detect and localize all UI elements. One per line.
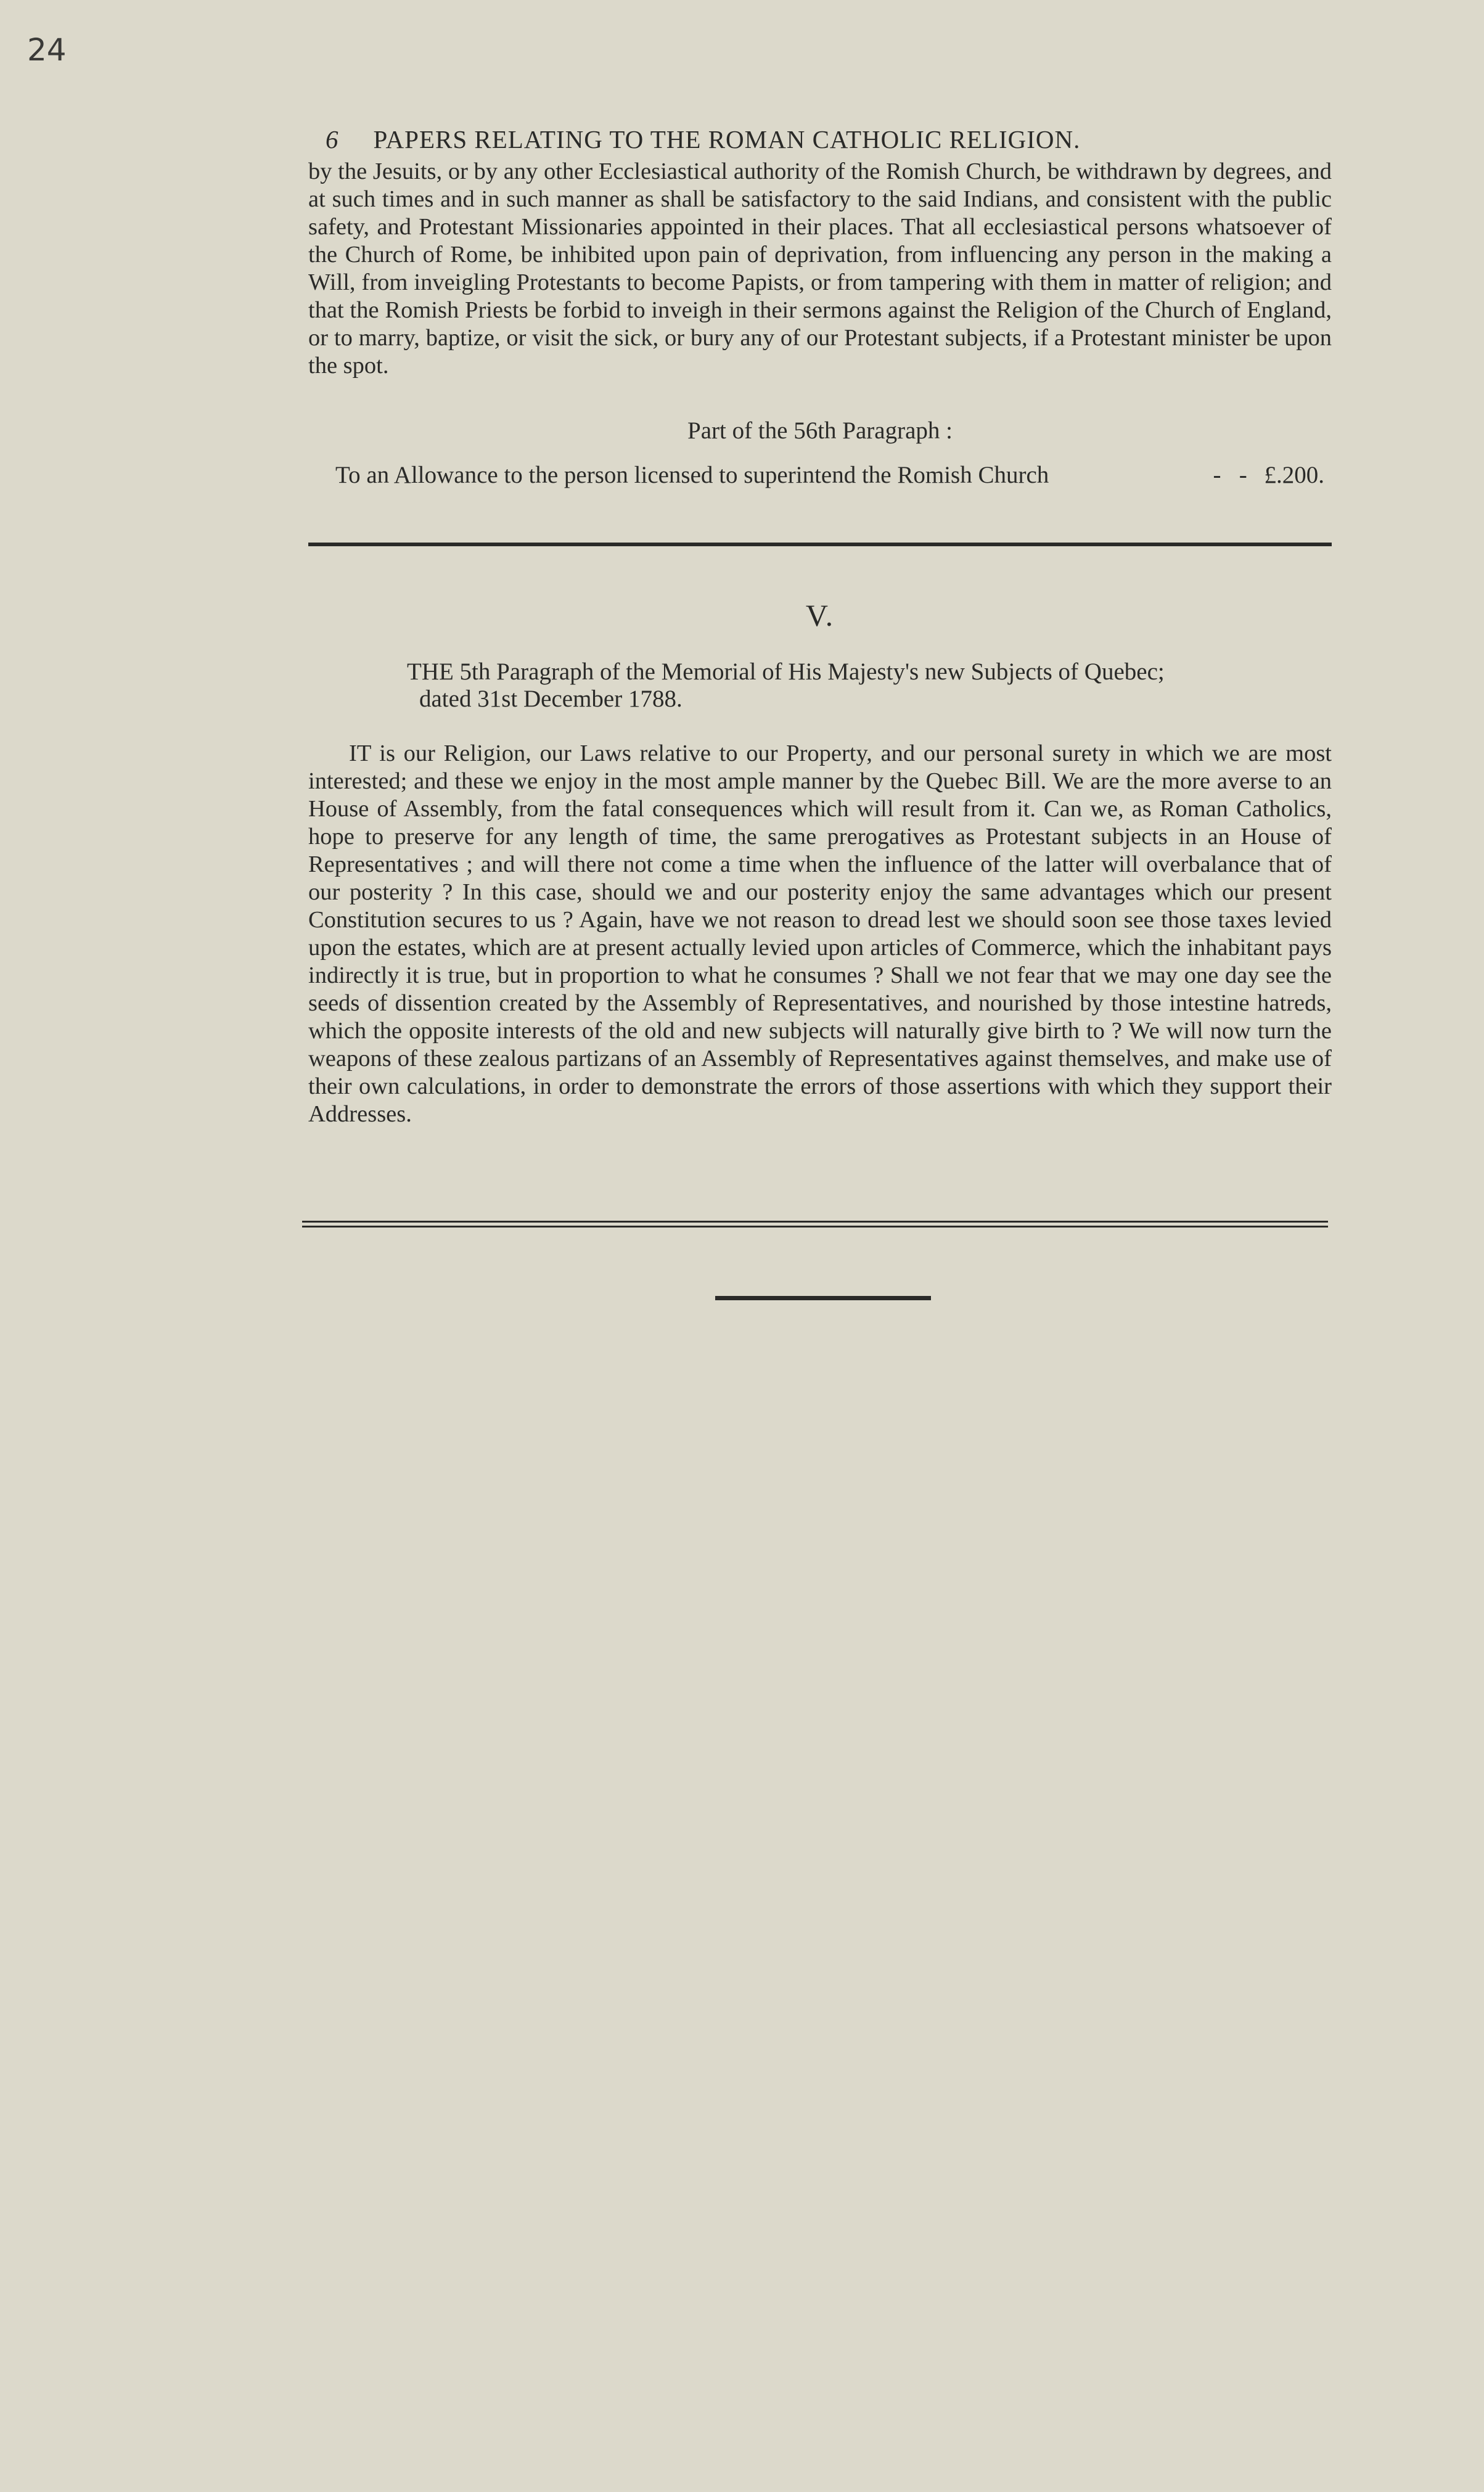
allowance-amount-group <box>1213 460 1324 491</box>
closing-short-rule <box>715 1296 931 1300</box>
allowance-amount: £.200. <box>1264 462 1324 488</box>
memorial-heading <box>308 658 1332 713</box>
memorial-paragraph: IT is our Religion, our Laws relative to our Property, and our personal surety in which we are most interested; and these we enjoy in the most ample manner by the Quebec Bill. We are the more averse to an House of Assembly, from the fatal consequences which will result from it. Can we, as Roman Catholics, hope to preserve for any length of time, the same prerogatives as Protestant subjects in an House of Representatives ; and will there not come a time when the influence of the latter will overbalance that of our posterity ? In this case, should we and our posterity enjoy the same advantages which our present Constitution secures to us ? Again, have we not reason to dread lest we should soon see those taxes levied upon the estates, which are at present actually levied upon articles of Commerce, which the inhabitant pays indirectly it is true, but in proportion to what he consumes ? Shall we not fear that we may one day see the seeds of dissention created by the Assembly of Representatives, and nourished by those intestine hatreds, which the opposite interests of the old and new subjects will naturally give birth to ? We will now turn the weapons of these zealous partizans of an Assembly of Representatives against themselves, and make use of their own calculations, in order to demonstrate the errors of those assertions with which they support their Addresses. <box>308 740 1332 1127</box>
allowance-dashes: - - <box>1213 462 1247 488</box>
paragraph-56-heading: Part of the 56th Paragraph : <box>687 417 953 444</box>
memorial-heading-line1: THE 5th Paragraph of the Memorial of His Majesty's new Subjects of Quebec; <box>407 658 1165 685</box>
running-title: PAPERS RELATING TO THE ROMAN CATHOLIC RELIGION. <box>373 125 1081 154</box>
allowance-line <box>308 460 1332 491</box>
scan-page-number: 24 <box>27 32 67 68</box>
allowance-text: To an Allowance to the person licensed to superintend the Romish Church <box>335 462 1049 488</box>
document-page <box>308 123 1332 1300</box>
section-numeral: V. <box>805 598 835 633</box>
closing-double-rule <box>302 1221 1328 1228</box>
continuation-paragraph: by the Jesuits, or by any other Ecclesiastical authority of the Romish Church, be withdrawn by degrees, and at such times and in such manner as shall be satisfactory to the said Indians, and consistent with the public safety, and Protestant Missionaries appointed in their places. That all ecclesiastical persons whatsoever of the Church of Rome, be inhibited upon pain of deprivation, from influencing any person in the making a Will, from inveigling Protestants to become Papists, or from tampering with them in matter of religion; and that the Romish Priests be forbid to inveigh in their sermons against the Religion of the Church of England, or to marry, baptize, or visit the sick, or bury any of our Protestant subjects, if a Protestant minister be upon the spot. <box>308 158 1332 379</box>
memorial-heading-line2: dated 31st December 1788. <box>419 686 683 712</box>
header-page-number: 6 <box>326 125 339 154</box>
running-header <box>326 123 1332 155</box>
